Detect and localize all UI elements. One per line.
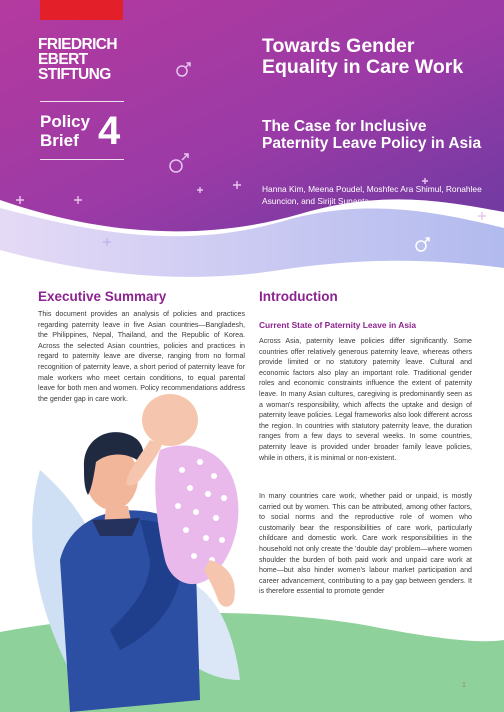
logo-line: EBERT: [38, 51, 88, 68]
introduction-subheading: Current State of Paternity Leave in Asia: [259, 320, 416, 330]
introduction-paragraph-text: In many countries care work, whether paid or unpaid, is mostly carried out by women. This can be attributed, among other factors, to social norms and the reproductive role of women who customarily bear the responsibilities of care work, particularly childcare and domestic work. Care work responsibilities in the household not only create the 'double day' problem—where women shoulder the burden of both paid work and unpaid care work at home—but also hinder women's labour market participation and career advancement, contributing to a pay gap between genders. It is therefore essential to promote gender: [259, 492, 472, 596]
executive-summary-heading: Executive Summary: [38, 289, 167, 304]
executive-summary-text: [38, 309, 245, 404]
authors: Hanna Kim, Meena Poudel, Moshfec Ara Shimul, Ronahlee Asuncion, and Sirijit Sunanta: [262, 184, 482, 206]
divider-rule: [40, 101, 124, 102]
introduction-paragraph-1: [259, 336, 472, 463]
introduction-paragraph-2: [259, 491, 472, 597]
divider-rule: [40, 159, 124, 160]
series-number: 4: [98, 109, 121, 153]
series-label-line2: Brief: [40, 131, 79, 150]
document-subtitle: The Case for Inclusive Paternity Leave Policy in Asia: [262, 118, 482, 152]
brand-red-bar: [40, 0, 123, 20]
page-number: 1: [462, 682, 466, 689]
father-collar: [92, 518, 140, 536]
introduction-paragraph-text: Across Asia, paternity leave policies differ significantly. Some countries offer relatively generous paternity leave, whereas others provide limited or no statutory paternity leave. Cultural and economic factors also play an important role. Traditional gender roles and economic constraints influence the extent of paternity leave. In many Asian cultures, caregiving is predominantly seen as a woman's responsibility, which affects the uptake and design of paternity leave policies. Legal frameworks also look different across the region. In countries with statutory paternity leave, the duration ranges from a few days to several weeks. In some countries, paternity leave is provided under broader family leave policies, while in others, it is minimal or non-existent.: [259, 337, 472, 462]
series-label-line1: Policy: [40, 112, 91, 131]
document-title: Towards Gender Equality in Care Work: [262, 35, 464, 78]
logo-line: STIFTUNG: [38, 66, 111, 83]
executive-summary-paragraph: This document provides an analysis of policies and practices regarding paternity leave in five Asian countries—Bangladesh, the Philippines, Nepal, Thailand, and the Republic of Korea. Across the selected Asian countries, policies and practices in regard to paternity leave are diverse, ranging from no formal recognition of paternity leave, a short period of paternity leave for male workers who meet certain conditions, to equal parental leave for both men and women. Policy recommendations address the gender gap in care work.: [38, 310, 245, 403]
fes-logo: [38, 37, 128, 82]
logo-line: FRIEDRICH: [38, 36, 117, 53]
series-label: [40, 112, 90, 150]
introduction-heading: Introduction: [259, 289, 338, 304]
